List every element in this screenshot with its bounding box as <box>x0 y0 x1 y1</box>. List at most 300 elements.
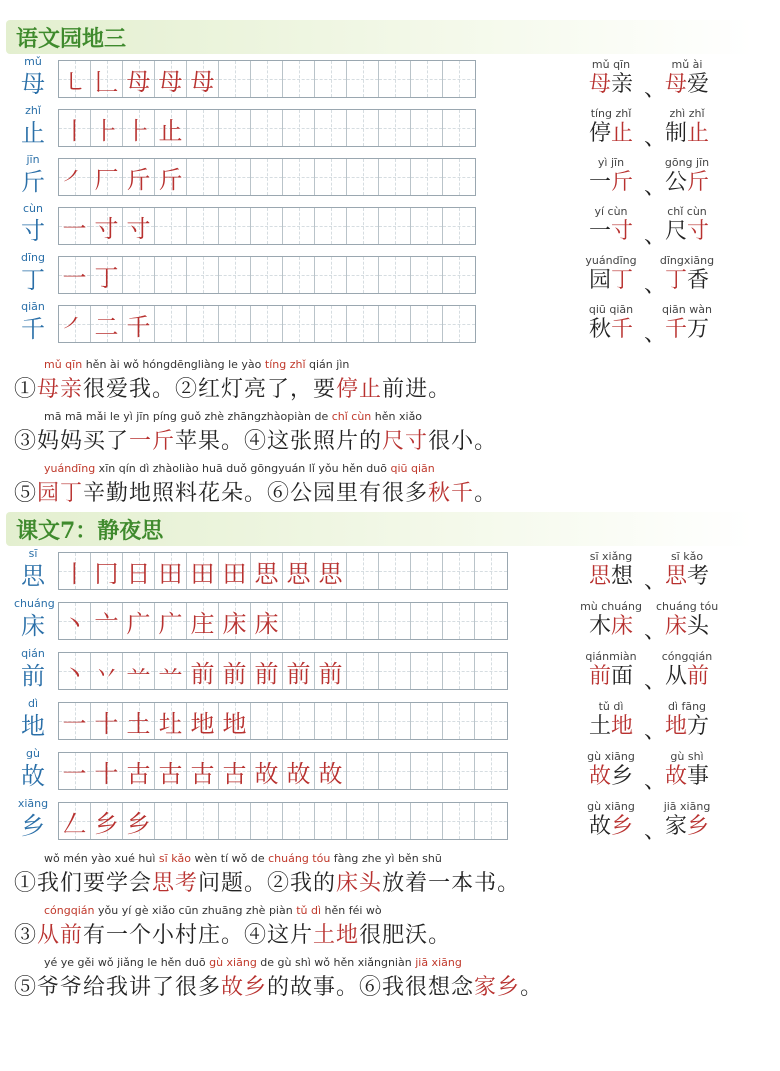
grid-cell <box>443 61 475 97</box>
grid-cell <box>91 753 123 789</box>
stroke-step: 二 <box>94 312 119 341</box>
pinyin-text: qián jìn <box>305 358 350 371</box>
grid-cell <box>187 208 219 244</box>
character-label <box>14 798 52 840</box>
stroke-order-grid <box>58 207 476 245</box>
grid-cell <box>443 803 475 839</box>
vocab-pinyin: mǔ qīn <box>591 58 631 71</box>
stroke-step: 前 <box>222 659 247 688</box>
grid-cell <box>219 110 251 146</box>
character-pinyin: dīng <box>21 251 45 264</box>
grid-cell <box>283 553 315 589</box>
grid-cell <box>443 753 475 789</box>
sentence-text: ①我们要学会 <box>14 871 153 896</box>
stroke-step: 思 <box>286 559 311 588</box>
grid-cell <box>91 110 123 146</box>
grid-cell <box>251 159 283 195</box>
vocab-word <box>580 156 642 196</box>
grid-cell <box>379 257 411 293</box>
grid-cell <box>411 61 443 97</box>
grid-cell <box>411 110 443 146</box>
grid-cell <box>443 306 475 342</box>
vocab-word <box>580 205 642 245</box>
stroke-step: 庄 <box>190 609 215 638</box>
vocab-char: 木 <box>588 614 611 639</box>
sentence-highlight: 从前 <box>37 923 84 948</box>
grid-cell <box>347 753 379 789</box>
grid-cell <box>123 703 155 739</box>
grid-cell <box>411 803 443 839</box>
vocab-pinyin: yí cùn <box>594 205 628 218</box>
stroke-step: 母 <box>126 67 151 96</box>
character: 千 <box>21 315 45 343</box>
separator: 、 <box>644 569 667 594</box>
vocab-highlight-char: 前 <box>588 664 611 689</box>
example-sentence <box>14 358 754 408</box>
grid-cell <box>251 703 283 739</box>
grid-cell <box>379 803 411 839</box>
grid-cell <box>219 208 251 244</box>
vocab-highlight-char: 丁 <box>611 268 634 293</box>
character-pinyin: zhǐ <box>25 104 41 117</box>
vocab-char: 方 <box>687 714 710 739</box>
stroke-step: 地 <box>190 709 215 738</box>
grid-cell <box>411 553 443 589</box>
character: 乡 <box>21 812 45 840</box>
grid-cell <box>59 208 91 244</box>
sentence-highlight: 思考 <box>152 871 199 896</box>
vocab-char: 园 <box>588 268 611 293</box>
grid-cell <box>123 306 155 342</box>
pinyin-highlight: chǐ cùn <box>331 410 372 423</box>
sentence-text: 很爱我。②红灯亮了，要 <box>83 377 337 402</box>
grid-cell <box>155 61 187 97</box>
grid-cell <box>91 306 123 342</box>
vocab-char: 秋 <box>588 317 611 342</box>
pinyin-text: mā mā mǎi le yì jīn píng guǒ zhè zhāngzhàopiàn de <box>44 410 332 423</box>
sentence-text: 问题。②我的 <box>198 871 337 896</box>
vocab-highlight-char: 乡 <box>611 814 634 839</box>
grid-cell <box>251 653 283 689</box>
vocab-highlight-char: 止 <box>687 121 710 146</box>
stroke-step: 乡 <box>126 809 151 838</box>
stroke-step: 厂 <box>94 165 119 194</box>
grid-cell <box>251 603 283 639</box>
character-label <box>14 648 52 690</box>
grid-cell <box>219 653 251 689</box>
stroke-order-grid <box>58 702 508 740</box>
grid-cell <box>475 703 507 739</box>
stroke-step: 䒑 <box>158 659 183 688</box>
pinyin-highlight: cóngqián <box>44 904 95 917</box>
grid-cell <box>219 61 251 97</box>
vocab-word <box>580 600 642 640</box>
grid-cell <box>283 653 315 689</box>
vocab-word <box>580 550 642 590</box>
character-pinyin: chuáng <box>14 597 55 610</box>
grid-cell <box>443 159 475 195</box>
vocab-char: 爱 <box>687 72 710 97</box>
grid-cell <box>59 703 91 739</box>
vocab-pinyin: gù xiāng <box>587 800 635 813</box>
sentence-text <box>14 918 451 949</box>
grid-cell <box>411 753 443 789</box>
grid-cell <box>123 257 155 293</box>
grid-cell <box>347 159 379 195</box>
vocab-highlight-char: 地 <box>664 714 687 739</box>
stroke-step: 故 <box>286 759 311 788</box>
grid-cell <box>123 159 155 195</box>
grid-cell <box>443 703 475 739</box>
stroke-step: 前 <box>254 659 279 688</box>
stroke-step: 十 <box>94 759 119 788</box>
stroke-step: 床 <box>254 609 279 638</box>
separator: 、 <box>644 669 667 694</box>
stroke-step: 丨 <box>62 559 87 588</box>
grid-cell <box>347 703 379 739</box>
grid-cell <box>283 110 315 146</box>
vocab-highlight-char: 前 <box>687 664 710 689</box>
stroke-step: 圵 <box>158 709 183 738</box>
vocab-pinyin: gù xiāng <box>587 750 635 763</box>
sentence-pinyin <box>44 358 349 371</box>
sentence-highlight: 停止 <box>336 377 383 402</box>
vocab-highlight-char: 床 <box>611 614 634 639</box>
vocab-char: 一 <box>588 170 611 195</box>
sentence-text <box>14 866 520 897</box>
vocab-word <box>580 107 642 147</box>
stroke-step: 丶 <box>62 609 87 638</box>
stroke-step: 冂 <box>94 559 119 588</box>
grid-cell <box>283 61 315 97</box>
vocab-highlight-char: 思 <box>664 564 687 589</box>
grid-cell <box>347 306 379 342</box>
grid-cell <box>283 257 315 293</box>
vocab-word <box>580 254 642 294</box>
character-label <box>14 154 52 196</box>
vocab-char: 乡 <box>611 764 634 789</box>
stroke-order-grid <box>58 752 508 790</box>
stroke-step: 丷 <box>94 659 119 688</box>
vocab-text <box>580 764 642 790</box>
vocab-pinyin: qiū qiān <box>588 303 634 316</box>
grid-cell <box>443 653 475 689</box>
stroke-step: 一 <box>62 214 87 243</box>
grid-cell <box>59 803 91 839</box>
vocab-text <box>580 564 642 590</box>
grid-cell <box>155 803 187 839</box>
grid-cell <box>347 553 379 589</box>
pinyin-highlight: sī kǎo <box>158 852 192 865</box>
vocab-pinyin: chuáng tóu <box>656 600 719 613</box>
character-label <box>14 748 52 790</box>
sentence-pinyin <box>44 956 462 969</box>
grid-cell <box>251 553 283 589</box>
grid-cell <box>251 61 283 97</box>
grid-cell <box>379 653 411 689</box>
vocab-highlight-char: 千 <box>664 317 687 342</box>
grid-cell <box>59 553 91 589</box>
sentence-text: 有一个小村庄。④这片 <box>83 923 314 948</box>
vocab-char: 面 <box>611 664 634 689</box>
grid-cell <box>475 803 507 839</box>
grid-cell <box>187 61 219 97</box>
vocab-highlight-char: 思 <box>588 564 611 589</box>
grid-cell <box>219 803 251 839</box>
vocab-highlight-char: 母 <box>664 72 687 97</box>
vocab-text <box>580 170 642 196</box>
grid-cell <box>59 61 91 97</box>
character: 前 <box>21 662 45 690</box>
pinyin-highlight: qiū qiān <box>390 462 435 475</box>
vocab-pinyin: gōng jīn <box>664 156 710 169</box>
vocab-char: 土 <box>588 714 611 739</box>
stroke-step: 前 <box>318 659 343 688</box>
grid-cell <box>187 753 219 789</box>
stroke-step: 𠃊 <box>94 67 119 96</box>
vocab-char: 家 <box>664 814 687 839</box>
stroke-step: 寸 <box>126 214 151 243</box>
grid-cell <box>219 753 251 789</box>
vocab-text <box>580 268 642 294</box>
stroke-step: 止 <box>158 116 183 145</box>
separator: 、 <box>644 322 667 347</box>
grid-cell <box>347 110 379 146</box>
grid-cell <box>347 653 379 689</box>
stroke-step: 亠 <box>94 609 119 638</box>
character: 故 <box>21 762 45 790</box>
grid-cell <box>155 753 187 789</box>
vocab-highlight-char: 斤 <box>687 170 710 195</box>
stroke-step: 斤 <box>126 165 151 194</box>
sentence-highlight: 土地 <box>313 923 360 948</box>
stroke-order-grid <box>58 256 476 294</box>
grid-cell <box>155 110 187 146</box>
grid-cell <box>155 159 187 195</box>
vocab-word <box>580 650 642 690</box>
character-label <box>14 698 52 740</box>
stroke-step: 丁 <box>94 263 119 292</box>
grid-cell <box>315 159 347 195</box>
grid-cell <box>155 257 187 293</box>
grid-cell <box>283 753 315 789</box>
stroke-step: 土 <box>126 709 151 738</box>
stroke-step: 日 <box>126 559 151 588</box>
grid-cell <box>123 603 155 639</box>
vocab-pinyin: qiān wàn <box>662 303 712 316</box>
grid-cell <box>155 603 187 639</box>
character: 地 <box>21 712 45 740</box>
vocab-pinyin: mǔ ài <box>671 58 703 71</box>
sentence-text: 。 <box>474 481 498 506</box>
vocab-highlight-char: 床 <box>664 614 687 639</box>
pinyin-highlight: gù xiāng <box>209 956 257 969</box>
grid-cell <box>251 208 283 244</box>
section-title: 语文园地三 <box>16 26 127 52</box>
stroke-order-grid <box>58 552 508 590</box>
pinyin-text: xīn qín dì zhàoliào huā duǒ gōngyuán lǐ yǒu hěn duō <box>95 462 391 475</box>
stroke-step: 古 <box>222 759 247 788</box>
character: 思 <box>21 562 45 590</box>
vocab-text <box>580 121 642 147</box>
grid-cell <box>315 753 347 789</box>
pinyin-text: hěn ài wǒ hóngdēngliàng le yào <box>82 358 265 371</box>
stroke-step: 乡 <box>94 809 119 838</box>
grid-cell <box>91 257 123 293</box>
grid-cell <box>411 159 443 195</box>
vocab-pinyin: jiā xiāng <box>663 800 711 813</box>
vocab-highlight-char: 止 <box>611 121 634 146</box>
sentence-text: ⑤爷爷给我讲了很多 <box>14 975 222 1000</box>
sentence-text: 放着一本书。 <box>382 871 521 896</box>
sentence-highlight: 一斤 <box>129 429 176 454</box>
pinyin-text: hěn xiǎo <box>371 410 423 423</box>
vocab-char: 事 <box>687 764 710 789</box>
example-sentence <box>14 410 754 460</box>
grid-cell <box>251 753 283 789</box>
grid-cell <box>155 653 187 689</box>
separator: 、 <box>644 273 667 298</box>
vocab-char: 停 <box>588 121 611 146</box>
section-title: 课文7：静夜思 <box>16 518 164 544</box>
stroke-step: 母 <box>190 67 215 96</box>
vocab-pinyin: dì fāng <box>667 700 707 713</box>
vocab-text <box>580 664 642 690</box>
pinyin-text: yé ye gěi wǒ jiǎng le hěn duō <box>44 956 210 969</box>
grid-cell <box>91 603 123 639</box>
grid-cell <box>379 61 411 97</box>
grid-cell <box>59 653 91 689</box>
grid-cell <box>219 257 251 293</box>
sentence-text: 辛勤地照料花朵。⑥公园里有很多 <box>83 481 429 506</box>
character-pinyin: gù <box>26 747 40 760</box>
stroke-step: 古 <box>126 759 151 788</box>
sentence-highlight: 家乡 <box>474 975 521 1000</box>
character-label <box>14 252 52 294</box>
grid-cell <box>187 553 219 589</box>
character: 止 <box>21 119 45 147</box>
grid-cell <box>315 603 347 639</box>
grid-cell <box>219 703 251 739</box>
vocab-highlight-char: 斤 <box>611 170 634 195</box>
grid-cell <box>315 61 347 97</box>
grid-cell <box>155 553 187 589</box>
character-pinyin: jīn <box>26 153 40 166</box>
grid-cell <box>187 603 219 639</box>
sentence-text: 前进。 <box>382 377 452 402</box>
stroke-step: 思 <box>318 559 343 588</box>
character-pinyin: xiāng <box>17 797 49 810</box>
grid-cell <box>91 159 123 195</box>
stroke-step: 一 <box>62 759 87 788</box>
section2-title-bar <box>6 512 754 546</box>
sentence-text: 很肥沃。 <box>359 923 452 948</box>
example-sentence <box>14 852 754 902</box>
character-pinyin: qiān <box>21 300 45 313</box>
grid-cell <box>411 306 443 342</box>
vocab-highlight-char: 乡 <box>687 814 710 839</box>
vocab-char: 万 <box>687 317 710 342</box>
grid-cell <box>379 159 411 195</box>
stroke-step: 一 <box>62 709 87 738</box>
grid-cell <box>347 208 379 244</box>
vocab-pinyin: yuándīng <box>585 254 637 267</box>
grid-cell <box>187 703 219 739</box>
vocab-highlight-char: 地 <box>611 714 634 739</box>
grid-cell <box>123 653 155 689</box>
grid-cell <box>443 208 475 244</box>
grid-cell <box>187 257 219 293</box>
stroke-step: ㇒ <box>62 312 87 341</box>
grid-cell <box>411 208 443 244</box>
stroke-step: 前 <box>190 659 215 688</box>
character-label <box>14 56 52 98</box>
grid-cell <box>347 61 379 97</box>
character: 丁 <box>21 266 45 294</box>
vocab-pinyin: zhì zhǐ <box>669 107 705 120</box>
stroke-step: 广 <box>126 609 151 638</box>
vocab-highlight-char: 母 <box>588 72 611 97</box>
stroke-step: 母 <box>158 67 183 96</box>
grid-cell <box>59 110 91 146</box>
sentence-text: ③ <box>14 923 38 948</box>
character-label <box>14 597 55 640</box>
grid-cell <box>379 553 411 589</box>
grid-cell <box>347 257 379 293</box>
stroke-step: ⺊ <box>126 116 151 145</box>
grid-cell <box>59 306 91 342</box>
grid-cell <box>475 553 507 589</box>
grid-cell <box>315 208 347 244</box>
vocab-char: 尺 <box>664 219 687 244</box>
grid-cell <box>315 553 347 589</box>
stroke-order-grid <box>58 158 476 196</box>
grid-cell <box>315 803 347 839</box>
sentence-text: 很小。 <box>428 429 498 454</box>
example-sentence <box>14 904 754 954</box>
grid-cell <box>59 257 91 293</box>
stroke-step: 寸 <box>94 214 119 243</box>
stroke-step: 故 <box>254 759 279 788</box>
grid-cell <box>283 159 315 195</box>
pinyin-text: yǒu yí gè xiǎo cūn zhuāng zhè piàn <box>94 904 297 917</box>
stroke-step: ⺊ <box>94 116 119 145</box>
grid-cell <box>219 553 251 589</box>
vocab-text <box>580 72 642 98</box>
separator: 、 <box>644 175 667 200</box>
sentence-text: ⑤ <box>14 481 38 506</box>
grid-cell <box>347 603 379 639</box>
grid-cell <box>59 753 91 789</box>
character: 母 <box>21 70 45 98</box>
vocab-text <box>580 614 642 640</box>
grid-cell <box>187 653 219 689</box>
grid-cell <box>411 703 443 739</box>
vocab-highlight-char: 故 <box>588 764 611 789</box>
character-pinyin: sī <box>28 547 38 560</box>
stroke-step: 古 <box>190 759 215 788</box>
grid-cell <box>411 653 443 689</box>
sentence-text <box>14 372 451 403</box>
example-sentence <box>14 956 754 1006</box>
grid-cell <box>475 653 507 689</box>
character-label <box>14 203 52 245</box>
character: 床 <box>21 612 45 640</box>
grid-cell <box>315 110 347 146</box>
grid-cell <box>347 803 379 839</box>
separator: 、 <box>644 77 667 102</box>
character-label <box>14 301 52 343</box>
